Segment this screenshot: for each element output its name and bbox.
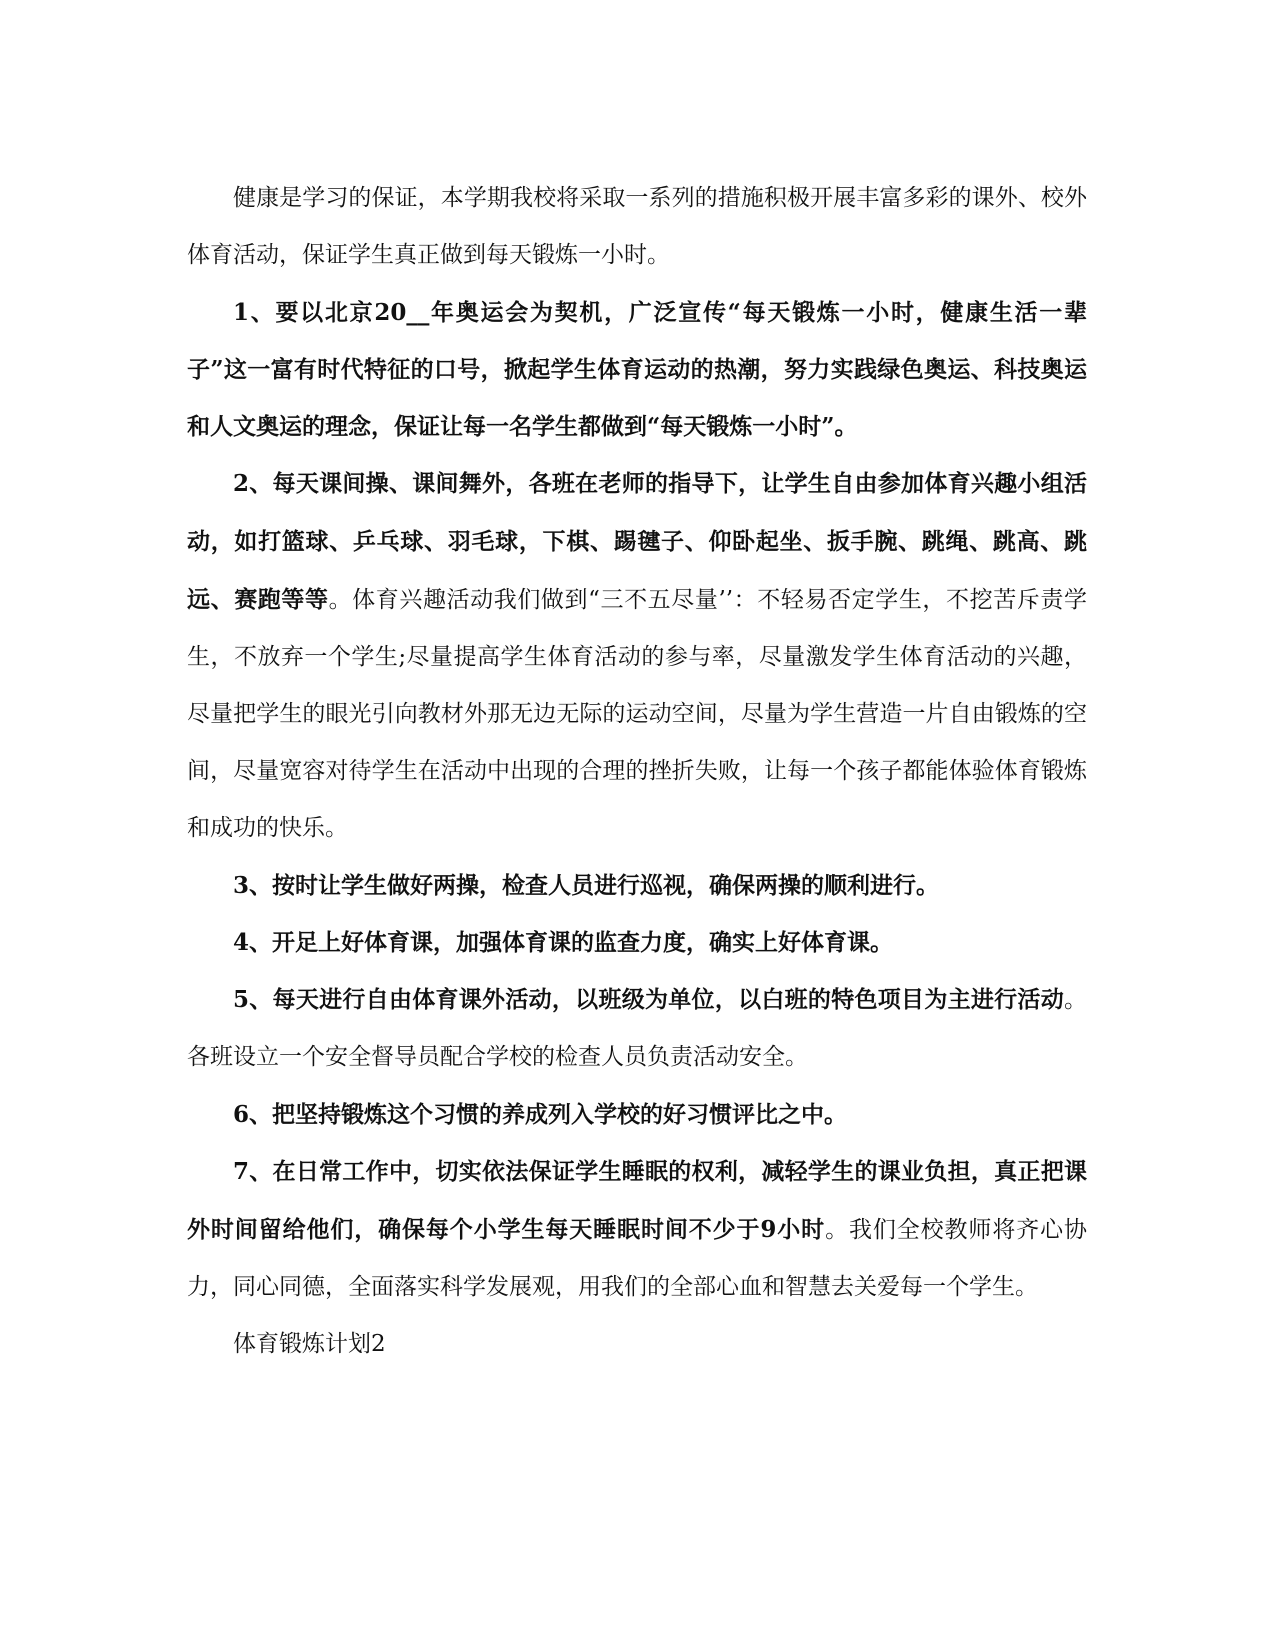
item-2-bold-text: 2、每天课间操、课间舞外，各班在老师的指导下，让学生自由参加体育兴趣小组活动，如打篮球、乒乓球、羽毛球，下棋、踢毽子、仰卧起坐、扳手腕、跳绳、跳高、跳远、赛跑等等 [187, 470, 1087, 613]
item-7-regular-text: 。我们全校教师将齐心协力，同心同德，全面落实科学发展观，用我们的全部心血和智慧去关爱每一个学生。 [187, 1217, 1087, 1300]
item-2-regular-text: 。体育兴趣活动我们做到“三不五尽量’’：不轻易否定学生，不挖苦斥责学生，不放弃一个学生;尽量提高学生体育活动的参与率，尽量激发学生体育活动的兴趣，尽量把学生的眼光引向教材外那无边无际的运动空间，尽量为学生营造一片自由锻炼的空间，尽量宽容对待学生在活动中出现的合理的挫折失败，让每一个孩子都能体验体育锻炼和成功的快乐。 [187, 587, 1087, 841]
document-body [187, 170, 1087, 1373]
item-4-paragraph: 4、开足上好体育课，加强体育课的监查力度，确实上好体育课。 [233, 929, 894, 956]
item-1-paragraph: 1、要以北京20__年奥运会为契机，广泛宣传“每天锻炼一小时，健康生活一辈子”这一富有时代特征的口号，掀起学生体育运动的热潮，努力实践绿色奥运、科技奥运和人文奥运的理念，保证让每一名学生都做到“每天锻炼一小时”。 [187, 299, 1087, 440]
next-section-heading: 体育锻炼计划2 [233, 1331, 386, 1357]
intro-paragraph: 健康是学习的保证，本学期我校将采取一系列的措施积极开展丰富多彩的课外、校外体育活动，保证学生真正做到每天锻炼一小时。 [187, 185, 1087, 268]
item-7-bold-text: 7、在日常工作中，切实依法保证学生睡眠的权利，减轻学生的课业负担，真正把课外时间留给他们，确保每个小学生每天睡眠时间不少于9小时 [187, 1158, 1087, 1243]
item-5-bold-text: 5、每天进行自由体育课外活动，以班级为单位，以白班的特色项目为主进行活动 [233, 986, 1064, 1013]
item-5-paragraph [187, 971, 1087, 1086]
item-6-paragraph: 6、把坚持锻炼这个习惯的养成列入学校的好习惯评比之中。 [233, 1101, 848, 1128]
item-7-paragraph [187, 1143, 1087, 1316]
item-5-regular-text: 。各班设立一个安全督导员配合学校的检查人员负责活动安全。 [187, 987, 1087, 1070]
item-3-paragraph: 3、按时让学生做好两操，检查人员进行巡视，确保两操的顺利进行。 [233, 872, 940, 899]
item-2-paragraph [187, 455, 1087, 857]
